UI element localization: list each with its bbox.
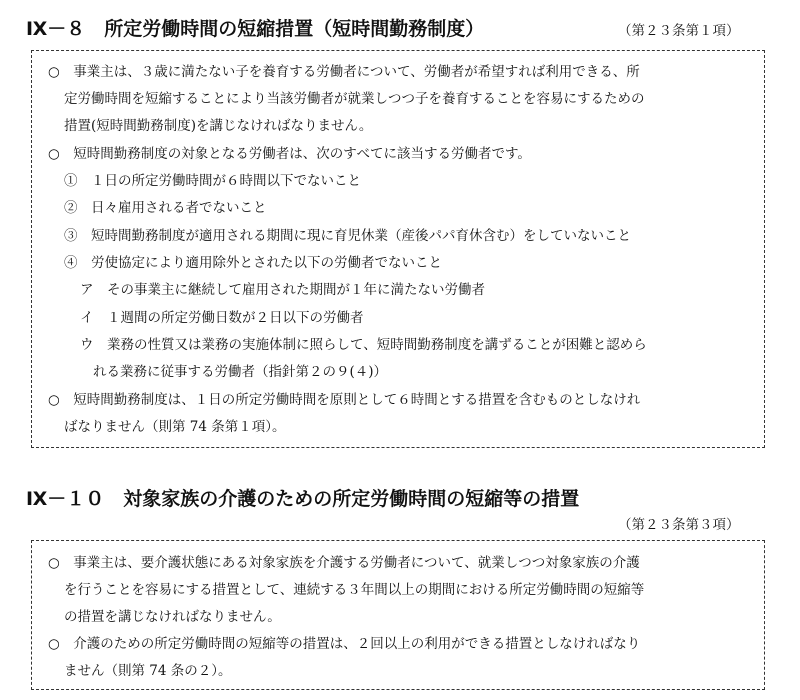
section-8-line: れる業務に従事する労働者（指針第２の９(４)）	[93, 364, 388, 380]
section-8-line: ④ 労使協定により適用除外とされた以下の労働者でないこと	[64, 255, 442, 271]
section-8-line: ③ 短時間勤務制度が適用される期間に現に育児休業（産後パパ育休含む）をしていないこと	[64, 228, 631, 244]
section-8-line: ② 日々雇用される者でないこと	[64, 200, 267, 216]
section-8-line: 定労働時間を短縮することにより当該労働者が就業しつつ子を養育することを容易にするための	[64, 91, 645, 107]
section-8-line: ○ 短時間勤務制度の対象となる労働者は、次のすべてに該当する労働者です。	[48, 146, 531, 162]
section-10-line: の措置を講じなければなりません。	[64, 609, 281, 625]
section-8-heading: Ⅸ－８ 所定労働時間の短縮措置（短時間勤務制度）	[26, 18, 485, 40]
section-8-line: ○ 事業主は、３歳に満たない子を養育する労働者について、労働者が希望すれば利用できる、所	[48, 64, 640, 80]
section-8-line: イ １週間の所定労働日数が２日以下の労働者	[80, 310, 364, 326]
section-8-line: ばなりません（則第 74 条第１項）。	[64, 419, 286, 435]
section-10-reference: （第２３条第３項）	[618, 517, 740, 533]
section-8-line: 措置(短時間勤務制度)を講じなければなりません。	[64, 118, 373, 134]
section-8-box	[31, 50, 765, 448]
section-10-line: ○ 介護のための所定労働時間の短縮等の措置は、２回以上の利用ができる措置としなければなり	[48, 636, 641, 652]
section-8-line: ア その事業主に継続して雇用された期間が１年に満たない労働者	[80, 282, 485, 298]
section-10-line: を行うことを容易にする措置として、連続する３年間以上の期間における所定労働時間の短縮等	[64, 582, 645, 598]
section-8-line: ウ 業務の性質又は業務の実施体制に照らして、短時間勤務制度を講ずることが困難と認めら	[80, 337, 647, 353]
section-8-reference: （第２３条第１項）	[618, 23, 740, 39]
section-10-heading: Ⅸ－１０ 対象家族の介護のための所定労働時間の短縮等の措置	[26, 488, 580, 510]
section-10-line: ○ 事業主は、要介護状態にある対象家族を介護する労働者について、就業しつつ対象家族の介護	[48, 555, 640, 571]
section-8-line: ○ 短時間勤務制度は、１日の所定労働時間を原則として６時間とする措置を含むものとしなけれ	[48, 392, 641, 408]
section-10-line: ません（則第 74 条の２）。	[64, 663, 232, 679]
section-8-line: ① １日の所定労働時間が６時間以下でないこと	[64, 173, 361, 189]
